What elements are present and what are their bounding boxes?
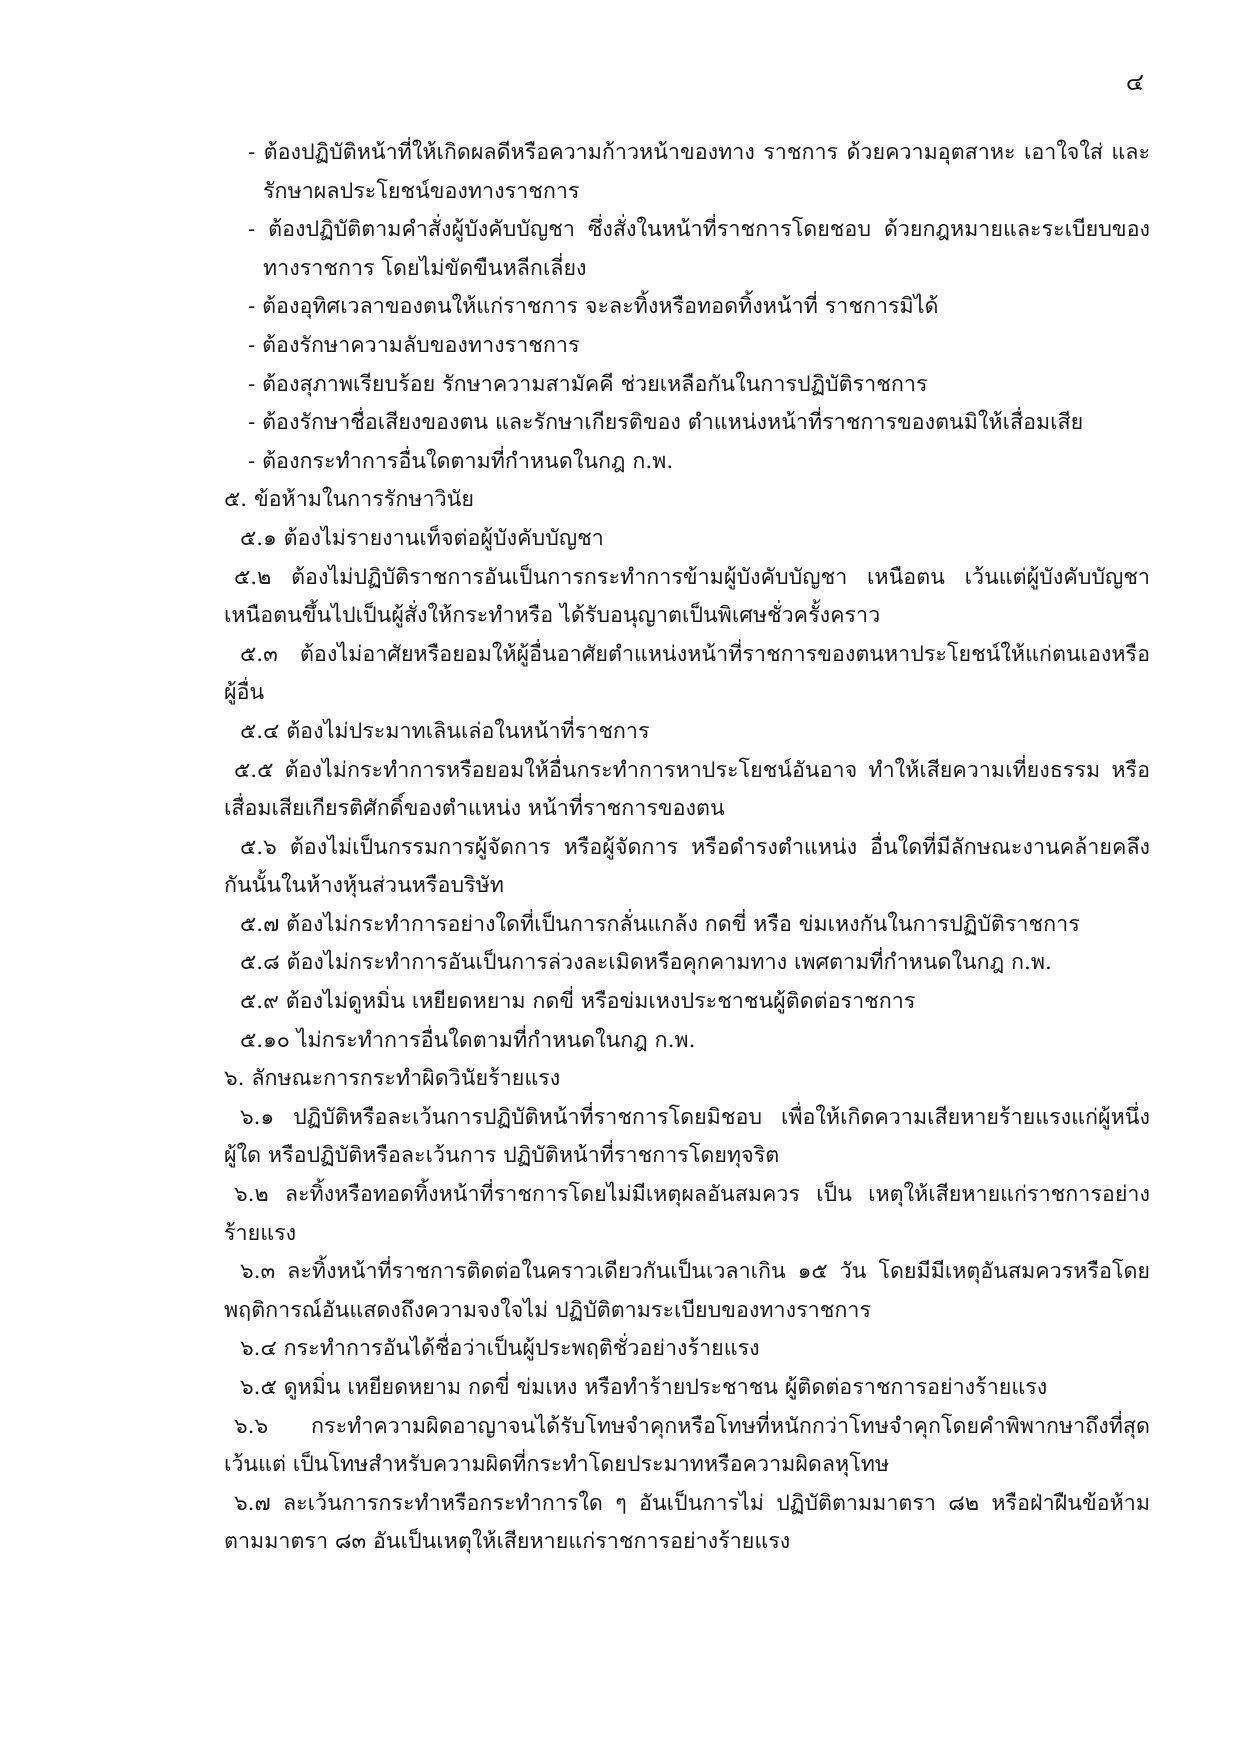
item-6-2: ๖.๒ ละทิ้งหรือทอดทิ้งหน้าที่ราชการโดยไม่มีเหตุผลอันสมควร เป็น เหตุให้เสียหายแก่ราชการอย่าง — [234, 1182, 1150, 1208]
duty-item-5: - ต้องสุภาพเรียบร้อย รักษาความสามัคคี ช่วยเหลือกันในการปฏิบัติราชการ — [248, 371, 928, 397]
duty-item-4: - ต้องรักษาความลับของทางราชการ — [248, 332, 580, 358]
item-5-8: ๕.๘ ต้องไม่กระทำการอันเป็นการล่วงละเมิดหรือคุกคามทาง เพศตามที่กำหนดในกฎ ก.พ. — [240, 950, 1052, 976]
item-5-5: ๕.๕ ต้องไม่กระทำการหรือยอมให้อื่นกระทำการหาประโยชน์อันอาจ ทำให้เสียความเที่ยงธรรม หรือ — [234, 757, 1150, 783]
section-6-heading: ๖. ลักษณะการกระทำผิดวินัยร้ายแรง — [224, 1066, 561, 1092]
item-6-3-cont: พฤติการณ์อันแสดงถึงความจงใจไม่ ปฏิบัติตามระเบียบของทางราชการ — [224, 1297, 871, 1323]
item-6-7-cont: ตามมาตรา ๘๓ อันเป็นเหตุให้เสียหายแก่ราชการอย่างร้ายแรง — [224, 1529, 791, 1555]
page-number: ๔ — [1125, 68, 1145, 96]
item-6-1-cont: ผู้ใด หรือปฏิบัติหรือละเว้นการ ปฏิบัติหน้าที่ราชการโดยทุจริต — [224, 1143, 780, 1169]
item-5-10: ๕.๑๐ ไม่กระทำการอื่นใดตามที่กำหนดในกฎ ก.พ. — [240, 1027, 696, 1053]
item-5-3-cont: ผู้อื่น — [224, 680, 265, 706]
duty-item-7: - ต้องกระทำการอื่นใดตามที่กำหนดในกฎ ก.พ. — [248, 448, 674, 474]
duty-item-6: - ต้องรักษาชื่อเสียงของตน และรักษาเกียรติของ ตำแหน่งหน้าที่ราชการของตนมิให้เสื่อมเสีย — [248, 410, 1084, 436]
item-5-2: ๕.๒ ต้องไม่ปฏิบัติราชการอันเป็นการกระทำการข้ามผู้บังคับบัญชา เหนือตน เว้นแต่ผู้บังคับบัญชา — [234, 564, 1150, 590]
item-5-5-cont: เสื่อมเสียเกียรติศักดิ์ของตำแหน่ง หน้าที่ราชการของตน — [224, 796, 725, 822]
item-5-9: ๕.๙ ต้องไม่ดูหมิ่น เหยียดหยาม กดขี่ หรือข่มเหงประชาชนผู้ติดต่อราชการ — [240, 989, 916, 1015]
item-5-6-cont: กันนั้นในห้างหุ้นส่วนหรือบริษัท — [224, 873, 504, 899]
item-5-4: ๕.๔ ต้องไม่ประมาทเลินเล่อในหน้าที่ราชการ — [240, 718, 650, 744]
item-6-6: ๖.๖ กระทำความผิดอาญาจนได้รับโทษจำคุกหรือโทษที่หนักกว่าโทษจำคุกโดยคำพิพากษาถึงที่สุด — [234, 1413, 1150, 1439]
item-6-1: ๖.๑ ปฏิบัติหรือละเว้นการปฏิบัติหน้าที่ราชการโดยมิชอบ เพื่อให้เกิดความเสียหายร้ายแรงแก่ผู้หนึ่ง — [240, 1104, 1150, 1130]
item-5-2-cont: เหนือตนขึ้นไปเป็นผู้สั่งให้กระทำหรือ ได้รับอนุญาตเป็นพิเศษชั่วครั้งคราว — [224, 603, 881, 629]
item-6-3: ๖.๓ ละทิ้งหน้าที่ราชการติดต่อในคราวเดียวกันเป็นเวลาเกิน ๑๕ วัน โดยมีมีเหตุอันสมควรหรือโดย — [240, 1259, 1150, 1285]
item-6-5: ๖.๕ ดูหมิ่น เหยียดหยาม กดขี่ ข่มเหง หรือทำร้ายประชาชน ผู้ติดต่อราชการอย่างร้ายแรง — [240, 1375, 1048, 1400]
duty-item-1: - ต้องปฏิบัติหน้าที่ให้เกิดผลดีหรือความก้าวหน้าของทาง ราชการ ด้วยความอุตสาหะ เอาใจใส่ และ — [248, 140, 1150, 165]
item-6-7: ๖.๗ ละเว้นการกระทำหรือกระทำการใด ๆ อันเป็นการไม่ ปฏิบัติตามมาตรา ๘๒ หรือฝ่าฝืนข้อห้าม — [234, 1490, 1150, 1516]
section-5-heading: ๕. ข้อห้ามในการรักษาวินัย — [224, 487, 474, 513]
document-body — [220, 134, 1150, 1562]
duty-item-2-cont: ทางราชการ โดยไม่ขัดขืนหลีกเลี่ยง — [263, 255, 587, 281]
item-5-1: ๕.๑ ต้องไม่รายงานเท็จต่อผู้บังคับบัญชา — [240, 525, 604, 551]
item-5-6: ๕.๖ ต้องไม่เป็นกรรมการผู้จัดการ หรือผู้จัดการ หรือดำรงตำแหน่ง อื่นใดที่มีลักษณะงานคล้ายคลึง — [240, 834, 1150, 860]
item-5-3: ๕.๓ ต้องไม่อาศัยหรือยอมให้ผู้อื่นอาศัยตำแหน่งหน้าที่ราชการของตนหาประโยชน์ให้แก่ตนเองหรือ — [240, 641, 1150, 667]
item-6-6-cont: เว้นแต่ เป็นโทษสำหรับความผิดที่กระทำโดยประมาทหรือความผิดลหุโทษ — [224, 1452, 890, 1478]
item-6-2-cont: ร้ายแรง — [224, 1220, 297, 1246]
duty-item-3: - ต้องอุทิศเวลาของตนให้แก่ราชการ จะละทิ้งหรือทอดทิ้งหน้าที่ ราชการมิได้ — [248, 294, 939, 320]
duty-item-2: - ต้องปฏิบัติตามคำสั่งผู้บังคับบัญชา ซึ่งสั่งในหน้าที่ราชการโดยชอบ ด้วยกฎหมายและระเบียบของ — [248, 217, 1150, 243]
item-6-4: ๖.๔ กระทำการอันได้ชื่อว่าเป็นผู้ประพฤติชั่วอย่างร้ายแรง — [240, 1336, 760, 1362]
duty-item-1-cont: รักษาผลประโยชน์ของทางราชการ — [263, 178, 580, 204]
item-5-7: ๕.๗ ต้องไม่กระทำการอย่างใดที่เป็นการกลั่นแกล้ง กดขี่ หรือ ข่มเหงกันในการปฏิบัติราชการ — [240, 911, 1080, 937]
